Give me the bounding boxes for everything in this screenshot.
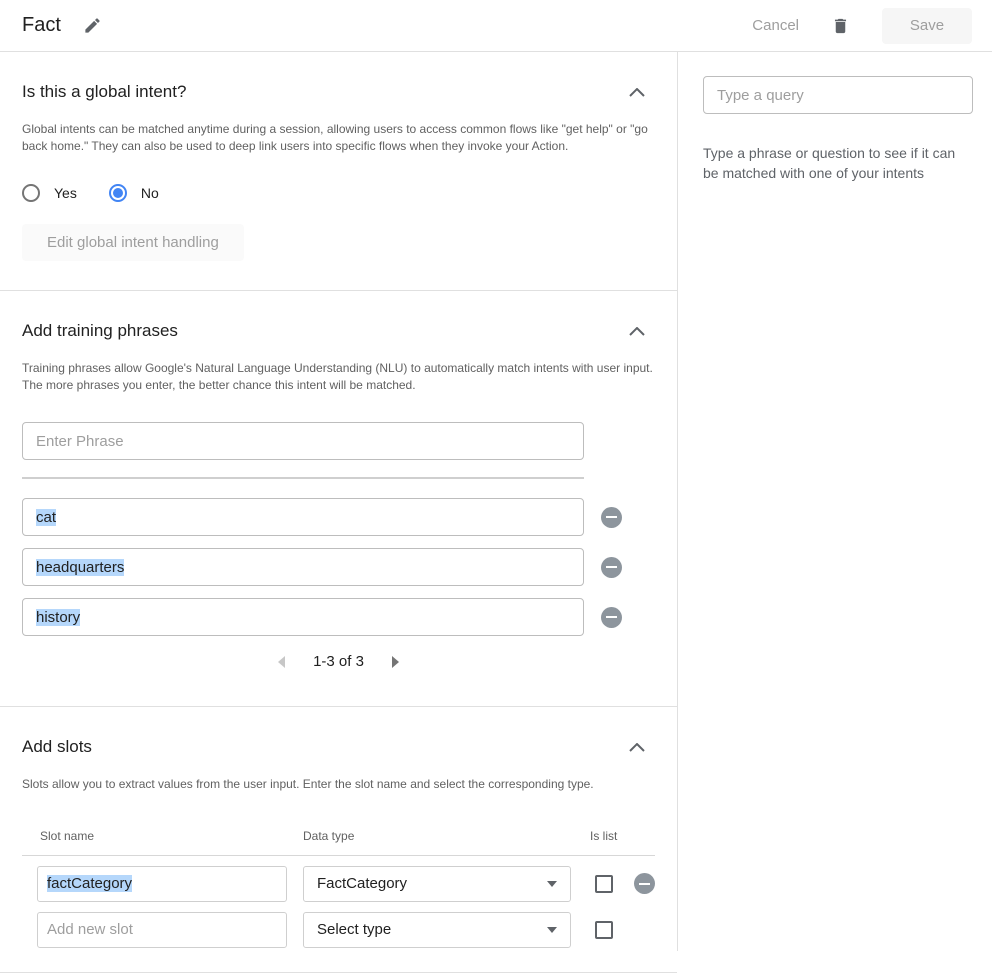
phrase-text: history bbox=[36, 608, 81, 626]
pencil-icon bbox=[83, 16, 102, 35]
slot-row-new bbox=[22, 912, 655, 948]
global-intent-section bbox=[0, 52, 677, 290]
column-header-is-list: Is list bbox=[590, 828, 618, 843]
phrase-text: cat bbox=[36, 508, 57, 526]
add-new-slot-input[interactable] bbox=[37, 912, 287, 948]
edit-global-intent-handling-button[interactable]: Edit global intent handling bbox=[22, 224, 244, 261]
test-query-input[interactable] bbox=[703, 76, 973, 114]
delete-intent-button[interactable] bbox=[825, 10, 856, 42]
dropdown-caret-icon bbox=[547, 927, 557, 933]
global-intent-radio-group bbox=[22, 184, 655, 202]
remove-phrase-button[interactable] bbox=[601, 607, 622, 628]
selected-data-type: Select type bbox=[317, 921, 392, 939]
collapse-slots-button[interactable] bbox=[627, 741, 647, 754]
trash-icon bbox=[831, 16, 850, 36]
section-divider bbox=[0, 948, 677, 973]
training-phrases-description: Training phrases allow Google's Natural Language Understanding (NLU) to automatically match intents with user input. The more phrases you enter, the better chance this intent will be matched. bbox=[22, 361, 653, 392]
data-type-select[interactable] bbox=[303, 866, 571, 902]
collapse-global-intent-button[interactable] bbox=[627, 86, 647, 99]
radio-unselected-icon bbox=[22, 184, 40, 202]
phrase-list-divider bbox=[22, 477, 584, 479]
intent-editor-panel bbox=[0, 52, 677, 951]
global-intent-heading: Is this a global intent? bbox=[22, 82, 187, 101]
slots-table-header bbox=[22, 829, 655, 856]
radio-label: No bbox=[140, 185, 159, 202]
remove-phrase-button[interactable] bbox=[601, 507, 622, 528]
test-query-panel bbox=[677, 52, 992, 951]
column-header-data-type: Data type bbox=[303, 828, 355, 843]
phrase-text: headquarters bbox=[36, 558, 125, 576]
training-phrases-heading: Add training phrases bbox=[22, 321, 178, 341]
is-list-checkbox[interactable] bbox=[595, 875, 613, 893]
phrase-pagination bbox=[22, 653, 655, 670]
chevron-up-icon bbox=[629, 88, 645, 97]
add-slots-section bbox=[0, 707, 677, 973]
phrase-row bbox=[22, 498, 655, 536]
page-title: Fact bbox=[22, 14, 61, 36]
chevron-up-icon bbox=[629, 743, 645, 752]
phrase-row bbox=[22, 598, 655, 636]
next-page-icon[interactable] bbox=[392, 656, 399, 668]
slot-name-text: factCategory bbox=[47, 875, 133, 893]
add-slots-heading: Add slots bbox=[22, 737, 92, 757]
phrase-row bbox=[22, 548, 655, 586]
radio-selected-icon bbox=[109, 184, 127, 202]
radio-option-yes[interactable] bbox=[22, 184, 77, 202]
is-list-checkbox[interactable] bbox=[595, 921, 613, 939]
phrase-input[interactable] bbox=[22, 548, 584, 586]
slots-description: Slots allow you to extract values from the user input. Enter the slot name and select the corresponding type. bbox=[22, 777, 594, 792]
cancel-button[interactable]: Cancel bbox=[752, 17, 799, 34]
global-intent-description: Global intents can be matched anytime during a session, allowing users to access common flows like "get help" or "go back home." They can also be used to deep link users into specific flows when they invoke your Action. bbox=[22, 122, 648, 153]
selected-data-type: FactCategory bbox=[317, 875, 408, 893]
previous-page-icon[interactable] bbox=[278, 656, 285, 668]
save-button[interactable]: Save bbox=[882, 8, 972, 44]
enter-phrase-input[interactable] bbox=[22, 422, 584, 460]
chevron-up-icon bbox=[629, 327, 645, 336]
training-phrases-section bbox=[0, 291, 677, 706]
test-query-helper-text: Type a phrase or question to see if it can be matched with one of your intents bbox=[703, 145, 956, 182]
phrase-input[interactable] bbox=[22, 598, 584, 636]
slot-name-input[interactable] bbox=[37, 866, 287, 902]
pagination-label: 1-3 of 3 bbox=[313, 653, 364, 671]
phrase-input[interactable] bbox=[22, 498, 584, 536]
column-header-slot-name: Slot name bbox=[40, 828, 95, 843]
edit-title-button[interactable] bbox=[77, 10, 108, 41]
remove-phrase-button[interactable] bbox=[601, 557, 622, 578]
top-bar bbox=[0, 0, 992, 52]
collapse-training-phrases-button[interactable] bbox=[627, 325, 647, 338]
data-type-select[interactable] bbox=[303, 912, 571, 948]
radio-option-no[interactable] bbox=[109, 184, 159, 202]
dropdown-caret-icon bbox=[547, 881, 557, 887]
slot-row bbox=[22, 866, 655, 902]
radio-label: Yes bbox=[54, 185, 77, 202]
remove-slot-button[interactable] bbox=[634, 873, 655, 894]
